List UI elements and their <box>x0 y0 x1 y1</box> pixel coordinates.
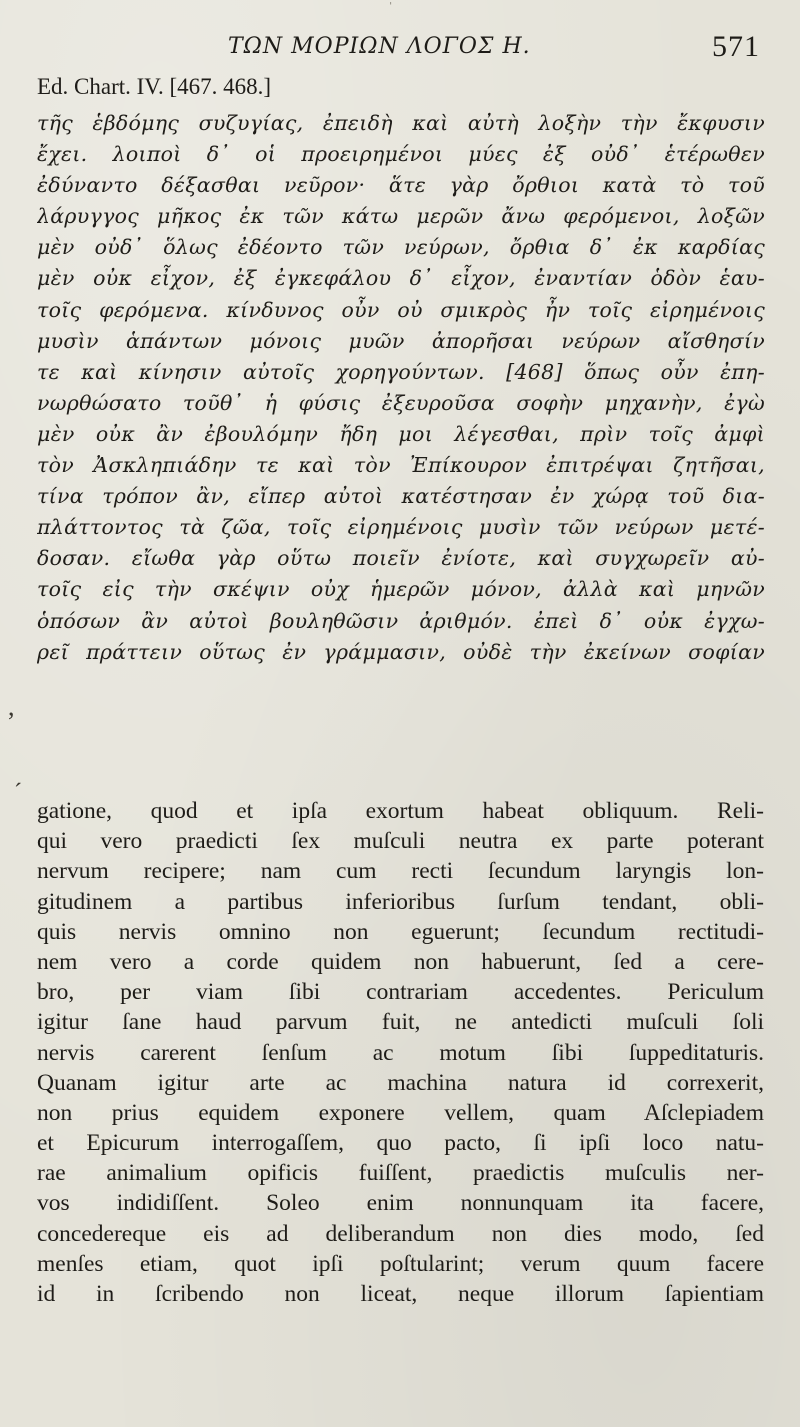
greek-line: μὲν οὐκ ἂν ἐβουλόμην ἤδη μοι λέγεσθαι, πρὶν τοῖς ἀμφὶ <box>37 421 765 446</box>
latin-line: bro, per viam ſibi contrariam accedentes. Periculum <box>37 979 764 1006</box>
greek-line: δοσαν. εἴωθα γὰρ οὕτω ποιεῖν ἐνίοτε, καὶ συγχωρεῖν αὐ- <box>37 546 765 571</box>
latin-line: id in ſcribendo non liceat, neque illorum ſapientiam <box>37 1281 764 1307</box>
latin-line: concedereque eis ad deliberandum non dies modo, ſed <box>37 1220 764 1247</box>
latin-line: igitur ſane haud parvum fuit, ne antedicti muſculi ſoli <box>37 1009 764 1036</box>
greek-line: μυσὶν ἁπάντων μόνοις μυῶν ἀπορῆσαι νεύρων αἴσθησίν <box>37 328 765 353</box>
latin-line: nervis carerent ſenſum ac motum ſibi ſuppeditaturis. <box>37 1039 764 1066</box>
greek-line: τίνα τρόπον ἂν, εἴπερ αὐτοὶ κατέστησαν ἐν χώρᾳ τοῦ δια- <box>37 484 765 509</box>
greek-line: πλάττοντος τὰ ζῶα, τοῖς εἰρημένοις μυσὶν τῶν νεύρων μετέ- <box>37 515 765 540</box>
latin-line: non prius equidem exponere vellem, quam Aſclepiadem <box>37 1099 764 1126</box>
greek-line: ἔχει. λοιποὶ δ᾽ οἱ προειρημένοι μύες ἐξ οὐδ᾽ ἑτέρωθεν <box>37 142 765 167</box>
margin-mark-comma: , <box>8 692 15 721</box>
greek-line: ρεῖ πράττειν οὕτως ἐν γράμμασιν, οὐδὲ τὴν ἐκείνων σοφίαν <box>37 639 765 664</box>
greek-line: λάρυγγος μῆκος ἐκ τῶν κάτω μερῶν ἄνω φερόμενοι, λοξῶν <box>37 204 765 229</box>
margin-mark-tick: ˊ <box>14 780 22 806</box>
edition-reference: Ed. Chart. IV. [467. 468.] <box>37 74 272 99</box>
latin-line: gatione, quod et ipſa exortum habeat obliquum. Reli- <box>37 798 764 824</box>
running-title: ΤΩΝ ΜΟΡΙΩΝ ΛΟΓΟΣ Η. <box>228 34 531 59</box>
latin-line: nervum recipere; nam cum recti ſecundum laryngis lon- <box>37 858 764 885</box>
latin-line: quis nervis omnino non eguerunt; ſecundum rectitudi- <box>37 918 764 945</box>
greek-line: τῆς ἑβδόμης συζυγίας, ἐπειδὴ καὶ αὐτὴ λοξὴν τὴν ἔκφυσιν <box>37 111 765 135</box>
greek-line: μὲν οὐκ εἶχον, ἐξ ἐγκεφάλου δ᾽ εἶχον, ἐναντίαν ὁδὸν ἑαυ- <box>37 266 765 291</box>
latin-line: vos indidiſſent. Soleo enim nonnunquam ita facere, <box>37 1190 764 1217</box>
running-head <box>0 30 800 64</box>
margin-mark-top: ˈ <box>388 0 394 17</box>
latin-line: menſes etiam, quot ipſi poſtularint; verum quum facere <box>37 1250 764 1277</box>
greek-line: τοῖς εἰς τὴν σκέψιν οὐχ ἡμερῶν μόνον, ἀλλὰ καὶ μηνῶν <box>37 577 765 602</box>
greek-line: ὁπόσων ἂν αὐτοὶ βουληθῶσιν ἀριθμόν. ἐπεὶ δ᾽ οὐκ ἐγχω- <box>37 608 765 633</box>
greek-line: ἐδύναντο δέξασθαι νεῦρον· ἅτε γὰρ ὄρθιοι κατὰ τὸ τοῦ <box>37 173 765 198</box>
greek-line: τοῖς φερόμενα. κίνδυνος οὖν οὐ σμικρὸς ἦν τοῖς εἰρημένοις <box>37 297 765 322</box>
latin-line: et Epicurum interrogaſſem, quo pacto, ſi ipſi loco natu- <box>37 1130 764 1157</box>
latin-line: rae animalium opificis fuiſſent, praedictis muſculis ner- <box>37 1160 764 1187</box>
latin-line: Quanam igitur arte ac machina natura id correxerit, <box>37 1069 764 1096</box>
latin-line: gitudinem a partibus inferioribus ſurſum tendant, obli- <box>37 888 764 915</box>
latin-line: nem vero a corde quidem non habuerunt, ſed a cere- <box>37 948 764 975</box>
greek-line: μὲν οὐδ᾽ ὅλως ἐδέοντο τῶν νεύρων, ὄρθια δ᾽ ἐκ καρδίας <box>37 235 765 260</box>
latin-text-block <box>37 796 764 1309</box>
page-number: 571 <box>712 30 760 63</box>
greek-text-block <box>37 108 765 668</box>
greek-line: νωρθώσατο τοῦθ᾽ ἡ φύσις ἐξευροῦσα σοφὴν μηχανὴν, ἐγὼ <box>37 390 765 415</box>
greek-line: τὸν Ἀσκληπιάδην τε καὶ τὸν Ἐπίκουρον ἐπιτρέψαι ζητῆσαι, <box>37 453 765 478</box>
latin-line: qui vero praedicti ſex muſculi neutra ex parte poterant <box>37 828 764 855</box>
greek-line: τε καὶ κίνησιν αὐτοῖς χορηγούντων. [468] ὅπως οὖν ἐπη- <box>37 359 765 384</box>
